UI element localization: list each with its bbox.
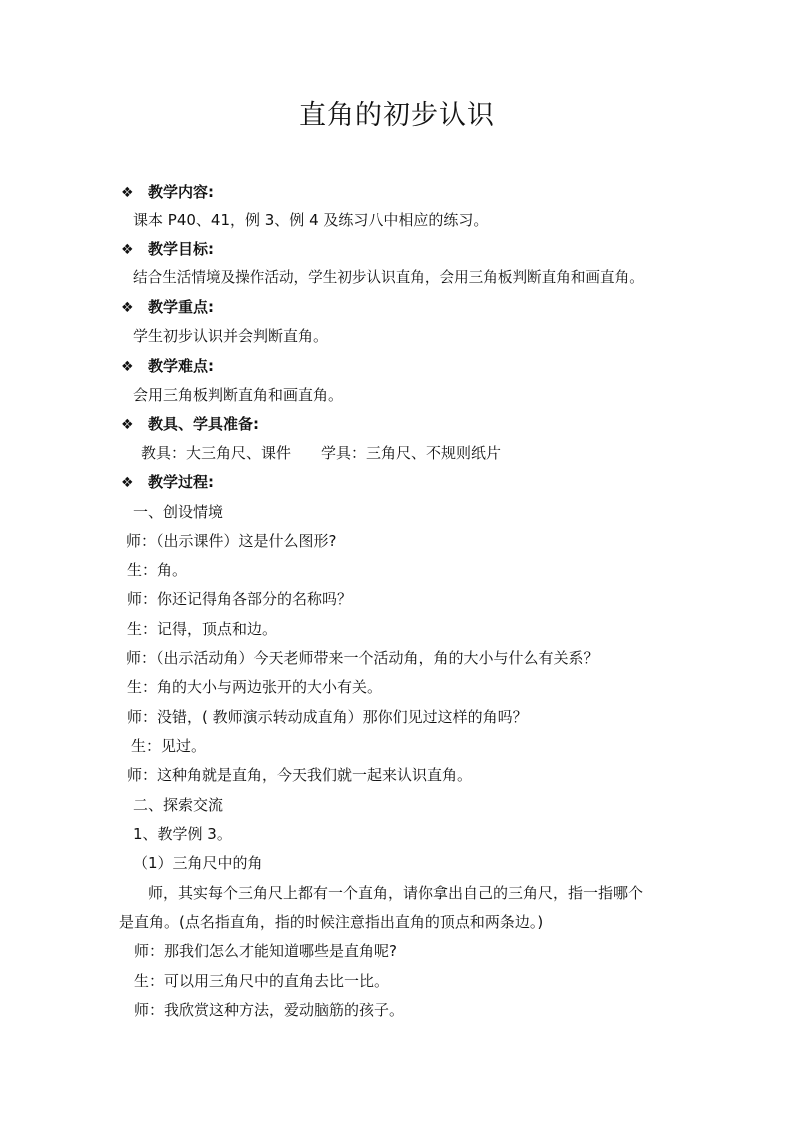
process-line: 师：那我们怎么才能知道哪些是直角呢? [134, 942, 397, 960]
student-tools-text: 学具：三角尺、不规则纸片 [321, 444, 502, 462]
process-line: 师：（出示活动角）今天老师带来一个活动角，角的大小与什么有关系？ [126, 649, 599, 667]
process-line: 师，其实每个三角尺上都有一个直角，请你拿出自己的三角尺，指一指哪个 [148, 884, 644, 902]
section-text-goals: 结合生活情境及操作活动，学生初步认识直角，会用三角板判断直角和画直角。 [133, 269, 644, 286]
diamond-bullet-icon: ❖ [121, 185, 134, 201]
section-heading-label: 教学过程: [148, 473, 214, 491]
section-heading-key [121, 295, 214, 319]
diamond-bullet-icon: ❖ [121, 475, 134, 491]
process-line: 生：记得，顶点和边。 [127, 620, 278, 638]
process-line: 二、探索交流 [133, 796, 224, 814]
process-line: 1、教学例 3。 [133, 825, 232, 843]
section-text-tools [141, 441, 501, 465]
process-line: 生：角。 [127, 561, 188, 579]
document-title: 直角的初步认识 [299, 100, 495, 131]
process-line: 是直角。(点名指直角，指的时候注意指出直角的顶点和两条边。) [119, 913, 544, 931]
process-line: 一、创设情境 [133, 503, 224, 521]
section-heading-content [121, 180, 214, 204]
teacher-tools-text: 教具：大三角尺、课件 [141, 444, 292, 462]
section-heading-label: 教具、学具准备: [148, 415, 259, 433]
section-heading-label: 教学重点: [148, 298, 214, 316]
section-text-content: 课本 P40、41，例 3、例 4 及练习八中相应的练习。 [133, 211, 489, 229]
process-line: 师：没错，( 教师演示转动成直角）那你们见过这样的角吗？ [127, 708, 528, 726]
section-heading-goals [121, 237, 214, 261]
diamond-bullet-icon: ❖ [121, 417, 134, 433]
section-heading-label: 教学内容: [148, 183, 214, 201]
process-line: 生：可以用三角尺中的直角去比一比。 [134, 972, 390, 990]
section-heading-process [121, 470, 214, 494]
section-text-key: 学生初步认识并会判断直角。 [133, 327, 329, 345]
section-heading-label: 教学难点: [148, 357, 214, 375]
diamond-bullet-icon: ❖ [121, 242, 134, 258]
section-heading-tools [121, 412, 259, 436]
process-line: 生：见过。 [131, 737, 207, 755]
process-line: 师：我欣赏这种方法，爱动脑筋的孩子。 [134, 1001, 405, 1019]
process-line: 师：（出示课件）这是什么图形? [126, 532, 337, 550]
process-line: 生：角的大小与两边张开的大小有关。 [127, 678, 383, 696]
diamond-bullet-icon: ❖ [121, 359, 134, 375]
process-line: 师：你还记得角各部分的名称吗？ [127, 590, 353, 608]
diamond-bullet-icon: ❖ [121, 300, 134, 316]
section-heading-difficulty [121, 354, 214, 378]
section-text-difficulty: 会用三角板判断直角和画直角。 [133, 386, 344, 404]
process-line: （1）三角尺中的角 [133, 854, 263, 872]
section-heading-label: 教学目标: [148, 240, 214, 258]
process-line: 师：这种角就是直角，今天我们就一起来认识直角。 [127, 766, 473, 784]
